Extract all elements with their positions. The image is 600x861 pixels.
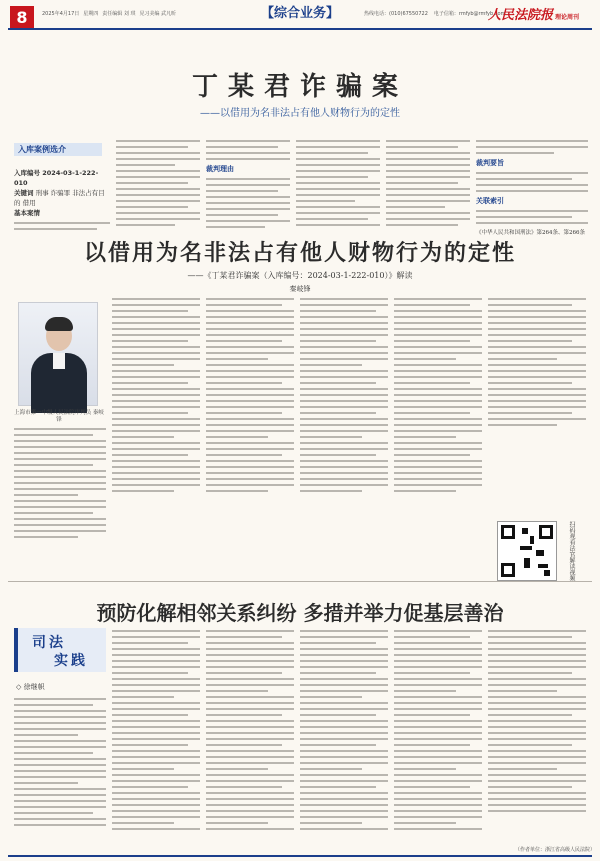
column-tag-line1: 司法 [32,635,66,651]
law-label: 关联索引 [476,197,504,205]
email: 电子信箱：rmfyb@rmfyb.com [433,11,506,17]
a2-col-1 [14,428,106,542]
a3-col-6 [488,630,586,816]
article3-author: ◇ 徐继帜 [16,683,45,691]
designer-credit: 见习美编 武凡昕 [139,11,177,17]
article2-title: 以借用为名非法占有他人财物行为的定性 [83,240,516,266]
a2-col-3 [206,298,294,496]
a1-col-4 [296,140,380,230]
article1-title: 丁某君诈骗案 [191,72,408,102]
law-ref: 《中华人民共和国刑法》第264条、第266条 [476,230,585,236]
a1-col-5 [386,140,470,230]
column-tag [14,628,106,672]
a3-col-5 [394,630,482,834]
article2-subtitle: ——《丁某君诈骗案（入库编号：2024-03-1-222-010）》解读 [187,271,413,280]
judgment-label: 裁判理由 [206,165,234,173]
keywords: 刑事 诈骗罪 非法占有目的 借用 [14,189,105,207]
article2-author: 秦岐锋 [289,285,311,293]
case-tag: 入库案例选介 [14,143,102,156]
a3-col-3 [206,630,294,834]
a1-col-6 [476,140,588,236]
facts-label: 基本案情 [14,209,40,217]
a2-col-5 [394,298,482,496]
qr-caption: 扫码观看法官解读视频 [568,521,575,581]
a3-col-2 [112,630,200,834]
section-title: 【综合业务】 [260,6,339,21]
editor-credit: 责任编辑 刘 琪 [102,11,136,17]
a2-col-6 [488,298,586,430]
article3-title: 预防化解相邻关系纠纷 多措并举力促基层善治 [96,601,504,625]
hotline: 热线电话：(010)67550722 [364,11,428,17]
top-rule [8,28,592,30]
issue-weekday: 星期四 [83,11,99,17]
bottom-rule [8,855,592,857]
a3-col-1 [14,698,106,830]
article1-subtitle: ——以借用为名非法占有他人财物行为的定性 [200,108,400,119]
issue-meta [42,10,202,17]
section-divider [8,581,592,582]
author-affiliation: （作者单位：浙江省高级人民法院） [514,847,595,853]
photo-caption: 上海市第一中级人民法院审判员 秦岐锋 [14,410,104,423]
logo-text: 人民法院报 [488,8,554,23]
a1-col-1 [14,222,110,234]
issue-date: 2025年4月17日 [42,11,80,17]
a2-col-4 [300,298,388,496]
page-number: 8 [10,6,34,30]
author-photo [18,302,98,406]
keywords-label: 关键词 [14,189,34,197]
a1-col-2 [116,140,200,230]
newspaper-logo [488,4,592,22]
column-tag-line2: 实践 [54,653,88,669]
qr-code[interactable] [497,521,557,581]
a2-col-2 [112,298,200,496]
case-number: 入库编号 2024-03-1-222-010 [14,169,99,187]
contact-row [364,10,506,17]
a3-col-4 [300,630,388,834]
case-info [14,168,110,218]
logo-subtitle: 理论周刊 [555,14,580,21]
a1-col-3 [206,140,290,232]
gist-label: 裁判要旨 [476,159,504,167]
